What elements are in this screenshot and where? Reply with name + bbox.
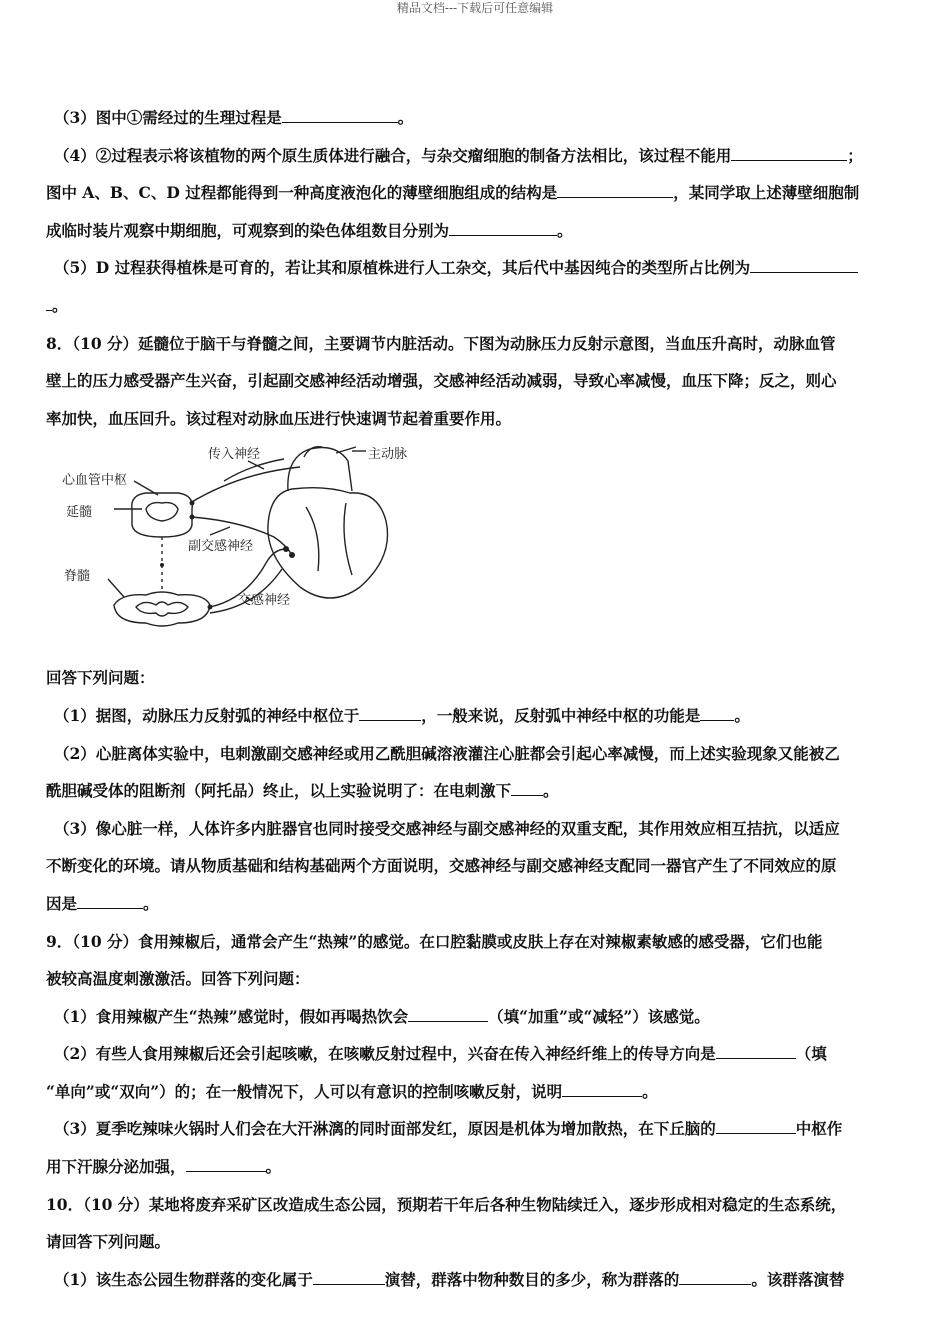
q7-part4-end: ； <box>847 145 863 165</box>
label-medulla: 延髓 <box>66 505 93 521</box>
q9-part2-text2: （填 <box>795 1044 827 1064</box>
q9-part3-text3: 用下汗腺分泌加强， <box>46 1157 186 1177</box>
answer-blank[interactable] <box>679 1267 751 1285</box>
q8-part3-line3 <box>46 885 906 923</box>
q8-answer-intro: 回答下列问题： <box>46 668 155 688</box>
q7-part3 <box>46 99 906 137</box>
q8-part2-line2 <box>46 772 906 810</box>
q10-part1-text3: 。该群落演替 <box>751 1269 845 1289</box>
q8-part3-end: 。 <box>143 893 159 913</box>
answer-blank[interactable] <box>731 143 847 161</box>
answer-blank[interactable] <box>511 778 543 796</box>
aorta <box>288 448 352 492</box>
answer-blank[interactable] <box>186 1154 266 1172</box>
q7-part4-line3 <box>46 212 906 250</box>
q9-part3-line1 <box>46 1110 906 1148</box>
q7-part5-text: （5）D 过程获得植株是可育的，若让其和原植株进行人工杂交，其后代中基因纯合的类型所占比例为 <box>54 258 751 278</box>
answer-blank[interactable] <box>557 180 673 198</box>
answer-blank[interactable] <box>716 1041 796 1059</box>
label-aorta: 主动脉 <box>368 447 408 463</box>
q8-part1 <box>46 697 906 735</box>
answer-blank[interactable] <box>77 891 143 909</box>
q9-part2-line1 <box>46 1035 906 1073</box>
q8-part1-end: 。 <box>734 705 750 725</box>
q10-part1-text1: （1）该生态公园生物群落的变化属于 <box>54 1269 313 1289</box>
q7-part4-end2: 。 <box>557 220 573 240</box>
answer-blank[interactable] <box>449 218 557 236</box>
q9-part1-text: （1）食用辣椒产生“热辣”感觉时，假如再喝热饮会 <box>54 1006 409 1026</box>
q9-part3-text: （3）夏季吃辣味火锅时人们会在大汗淋漓的同时面部发红，原因是机体为增加散热，在下丘脑的 <box>54 1119 716 1139</box>
q8-stem-line2: 壁上的压力感受器产生兴奋，引起副交感神经活动增强，交感神经活动减弱，导致心率减慢，血压下降；反之，则心 <box>46 371 837 391</box>
q10-part1 <box>46 1261 906 1299</box>
q9-part2-text3: “单向”或“双向”）的；在一般情况下，人可以有意识的控制咳嗽反射，说明 <box>46 1081 563 1101</box>
answer-blank[interactable] <box>408 1004 488 1022</box>
q9-part2-text: （2）有些人食用辣椒后还会引起咳嗽，在咳嗽反射过程中，兴奋在传入神经纤维上的传导方向是 <box>54 1044 716 1064</box>
q7-part5-line1 <box>46 249 906 287</box>
document-body <box>46 99 906 1298</box>
q9-part1 <box>46 998 906 1036</box>
q9-part3-line2 <box>46 1148 906 1186</box>
q8-part2-end: 。 <box>543 781 559 801</box>
q7-part5-end: 。 <box>52 295 68 315</box>
q10-stem-line2: 请回答下列问题。 <box>46 1232 171 1252</box>
q7-part3-text: （3）图中①需经过的生理过程是 <box>54 108 282 127</box>
q8-part3-line2: 不断变化的环境。请从物质基础和结构基础两个方面说明，交感神经与副交感神经支配同一器官产生了不同效应的原 <box>46 856 837 876</box>
q10-part1-text2: 演替，群落中物种数目的多少，称为群落的 <box>384 1269 680 1289</box>
q9-part2-end: 。 <box>642 1081 658 1101</box>
q7-part4-line2 <box>46 174 906 212</box>
afferent-nerve <box>190 467 300 503</box>
spinal-cord-inner <box>136 602 188 616</box>
label-parasympathetic-nerve: 副交感神经 <box>188 539 254 555</box>
q8-part1-text2: ，一般来说，反射弧中神经中枢的功能是 <box>421 705 701 725</box>
answer-blank[interactable] <box>700 703 734 721</box>
q9-part3-end: 。 <box>265 1157 282 1177</box>
q10-stem-line1: 10．（10 分）某地将废弃采矿区改造成生态公园，预期若干年后各种生物陆续迁入，逐步形成相对稳定的生态系统， <box>46 1194 847 1214</box>
q8-part3-text: 因是 <box>46 893 78 913</box>
q7-part4-text4: 成临时装片观察中期细胞，可观察到的染色体组数目分别为 <box>46 220 450 240</box>
q9-stem-line1: 9．（10 分）食用辣椒后，通常会产生“热辣”的感觉。在口腔黏膜或皮肤上存在对辣椒素敏感的感受器，它们也能 <box>46 931 823 951</box>
answer-blank[interactable] <box>750 255 858 273</box>
answer-blank[interactable] <box>562 1079 642 1097</box>
answer-blank[interactable] <box>313 1267 385 1285</box>
answer-blank[interactable] <box>282 105 398 123</box>
q9-part3-text2: 中枢作 <box>795 1119 843 1139</box>
q8-part1-text1: （1）据图，动脉压力反射弧的神经中枢位于 <box>54 705 360 725</box>
q7-part4-text3: ，某同学取上述薄壁细胞制 <box>673 183 860 203</box>
q7-part4-line1 <box>46 137 906 175</box>
page-header: 精品文档---下载后可任意编辑 <box>396 1 554 15</box>
label-sympathetic-nerve: 交感神经 <box>238 593 291 609</box>
q7-part4-text2: 图中 A、B、C、D 过程都能得到一种高度液泡化的薄壁细胞组成的结构是 <box>46 183 558 203</box>
label-spinal-cord: 脊髓 <box>64 569 91 585</box>
medulla-inner <box>146 503 178 521</box>
q9-part1-end: （填“加重”或“减轻”）该感觉。 <box>488 1006 710 1026</box>
answer-blank[interactable] <box>359 703 421 721</box>
q9-part2-line2 <box>46 1073 906 1111</box>
label-afferent-nerve: 传入神经 <box>208 447 261 463</box>
q9-stem-line2: 被较高温度刺激激活。回答下列问题： <box>46 969 310 989</box>
answer-blank[interactable] <box>716 1116 796 1134</box>
q8-part3-line1: （3）像心脏一样，人体许多内脏器官也同时接受交感神经与副交感神经的双重支配，其作用效应相互拮抗，以适应 <box>54 818 840 838</box>
spinal-cord-outline <box>114 592 210 626</box>
heart-outline <box>268 488 388 598</box>
q8-part2-line1: （2）心脏离体实验中，电刺激副交感神经或用乙酰胆碱溶液灌注心脏都会引起心率减慢，而上述实验现象又能被乙 <box>54 743 840 763</box>
q8-stem-line3: 率加快，血压回升。该过程对动脉血压进行快速调节起着重要作用。 <box>46 408 512 428</box>
medulla-outline <box>132 493 192 537</box>
q8-stem-line1: 8．（10 分）延髓位于脑干与脊髓之间，主要调节内脏活动。下图为动脉压力反射示意图，当血压升高时，动脉血管 <box>46 333 836 353</box>
arterial-baroreflex-figure <box>60 437 430 657</box>
q7-part4-text: （4）②过程表示将该植物的两个原生质体进行融合，与杂交瘤细胞的制备方法相比，该过程不能用 <box>54 145 732 165</box>
label-cardiovascular-center: 心血管中枢 <box>62 473 128 489</box>
q8-part2-text: 酰胆碱受体的阻断剂（阿托品）终止，以上实验说明了：在电刺激下 <box>46 781 512 801</box>
q7-part3-end: 。 <box>397 108 414 127</box>
q7-part5-line2 <box>46 287 906 325</box>
